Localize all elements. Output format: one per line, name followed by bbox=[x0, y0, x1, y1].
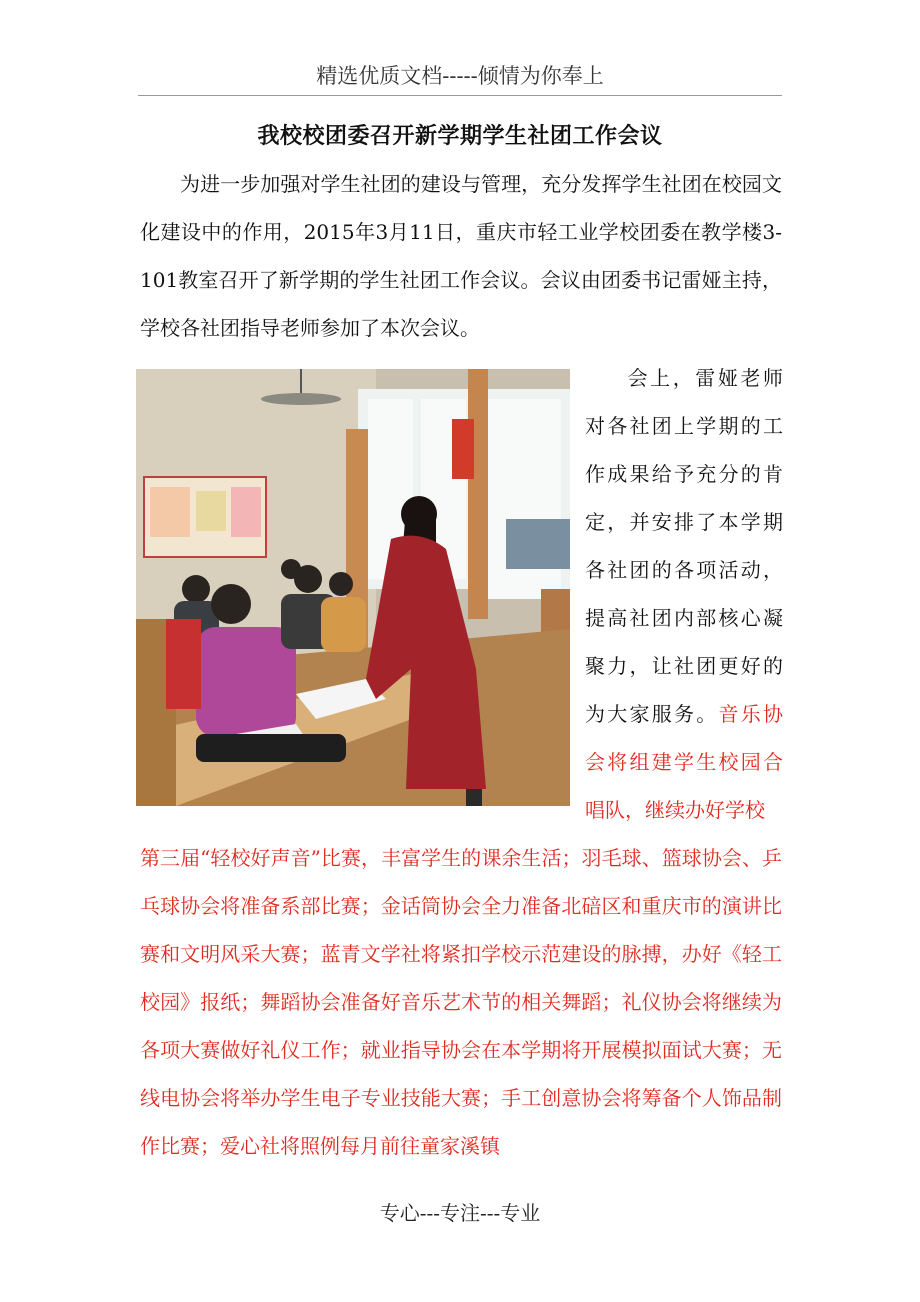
paragraph-intro: 为进一步加强对学生社团的建设与管理，充分发挥学生社团在校园文化建设中的作用，2015年3月11日，重庆市轻工业学校团委在教学楼3-101教室召开了新学期的学生社团工作会议。会议由团委书记雷娅主持，学校各社团指导老师参加了本次会议。 bbox=[140, 172, 782, 340]
meeting-photo bbox=[136, 369, 570, 806]
paragraph-meeting bbox=[585, 354, 783, 834]
paragraph-meeting-red: 音乐协会将组建学生校园合唱队，继续办好学校 bbox=[585, 702, 783, 822]
header-divider bbox=[138, 95, 782, 96]
meeting-photo-icon bbox=[136, 369, 570, 806]
page-header: 精选优质文档-----倾情为你奉上 bbox=[316, 64, 604, 88]
page-footer: 专心---专注---专业 bbox=[379, 1201, 541, 1225]
paragraph-club-plans: 第三届“轻校好声音”比赛，丰富学生的课余生活；羽毛球、篮球协会、乒乓球协会将准备系部比赛；金话筒协会全力准备北碚区和重庆市的演讲比赛和文明风采大赛；蓝青文学社将紧扣学校示范建设的脉搏，办好《轻工校园》报纸；舞蹈协会准备好音乐艺术节的相关舞蹈；礼仪协会将继续为各项大赛做好礼仪工作；就业指导协会在本学期将开展模拟面试大赛；无线电协会将举办学生电子专业技能大赛；手工创意协会将筹备个人饰品制作比赛；爱心社将照例每月前往童家溪镇 bbox=[140, 846, 782, 1158]
article-title: 我校校团委召开新学期学生社团工作会议 bbox=[257, 123, 663, 149]
paragraph-meeting-normal: 会上，雷娅老师对各社团上学期的工作成果给予充分的肯定，并安排了本学期各社团的各项活动，提高社团内部核心凝聚力，让社团更好的为大家服务。 bbox=[585, 366, 783, 726]
